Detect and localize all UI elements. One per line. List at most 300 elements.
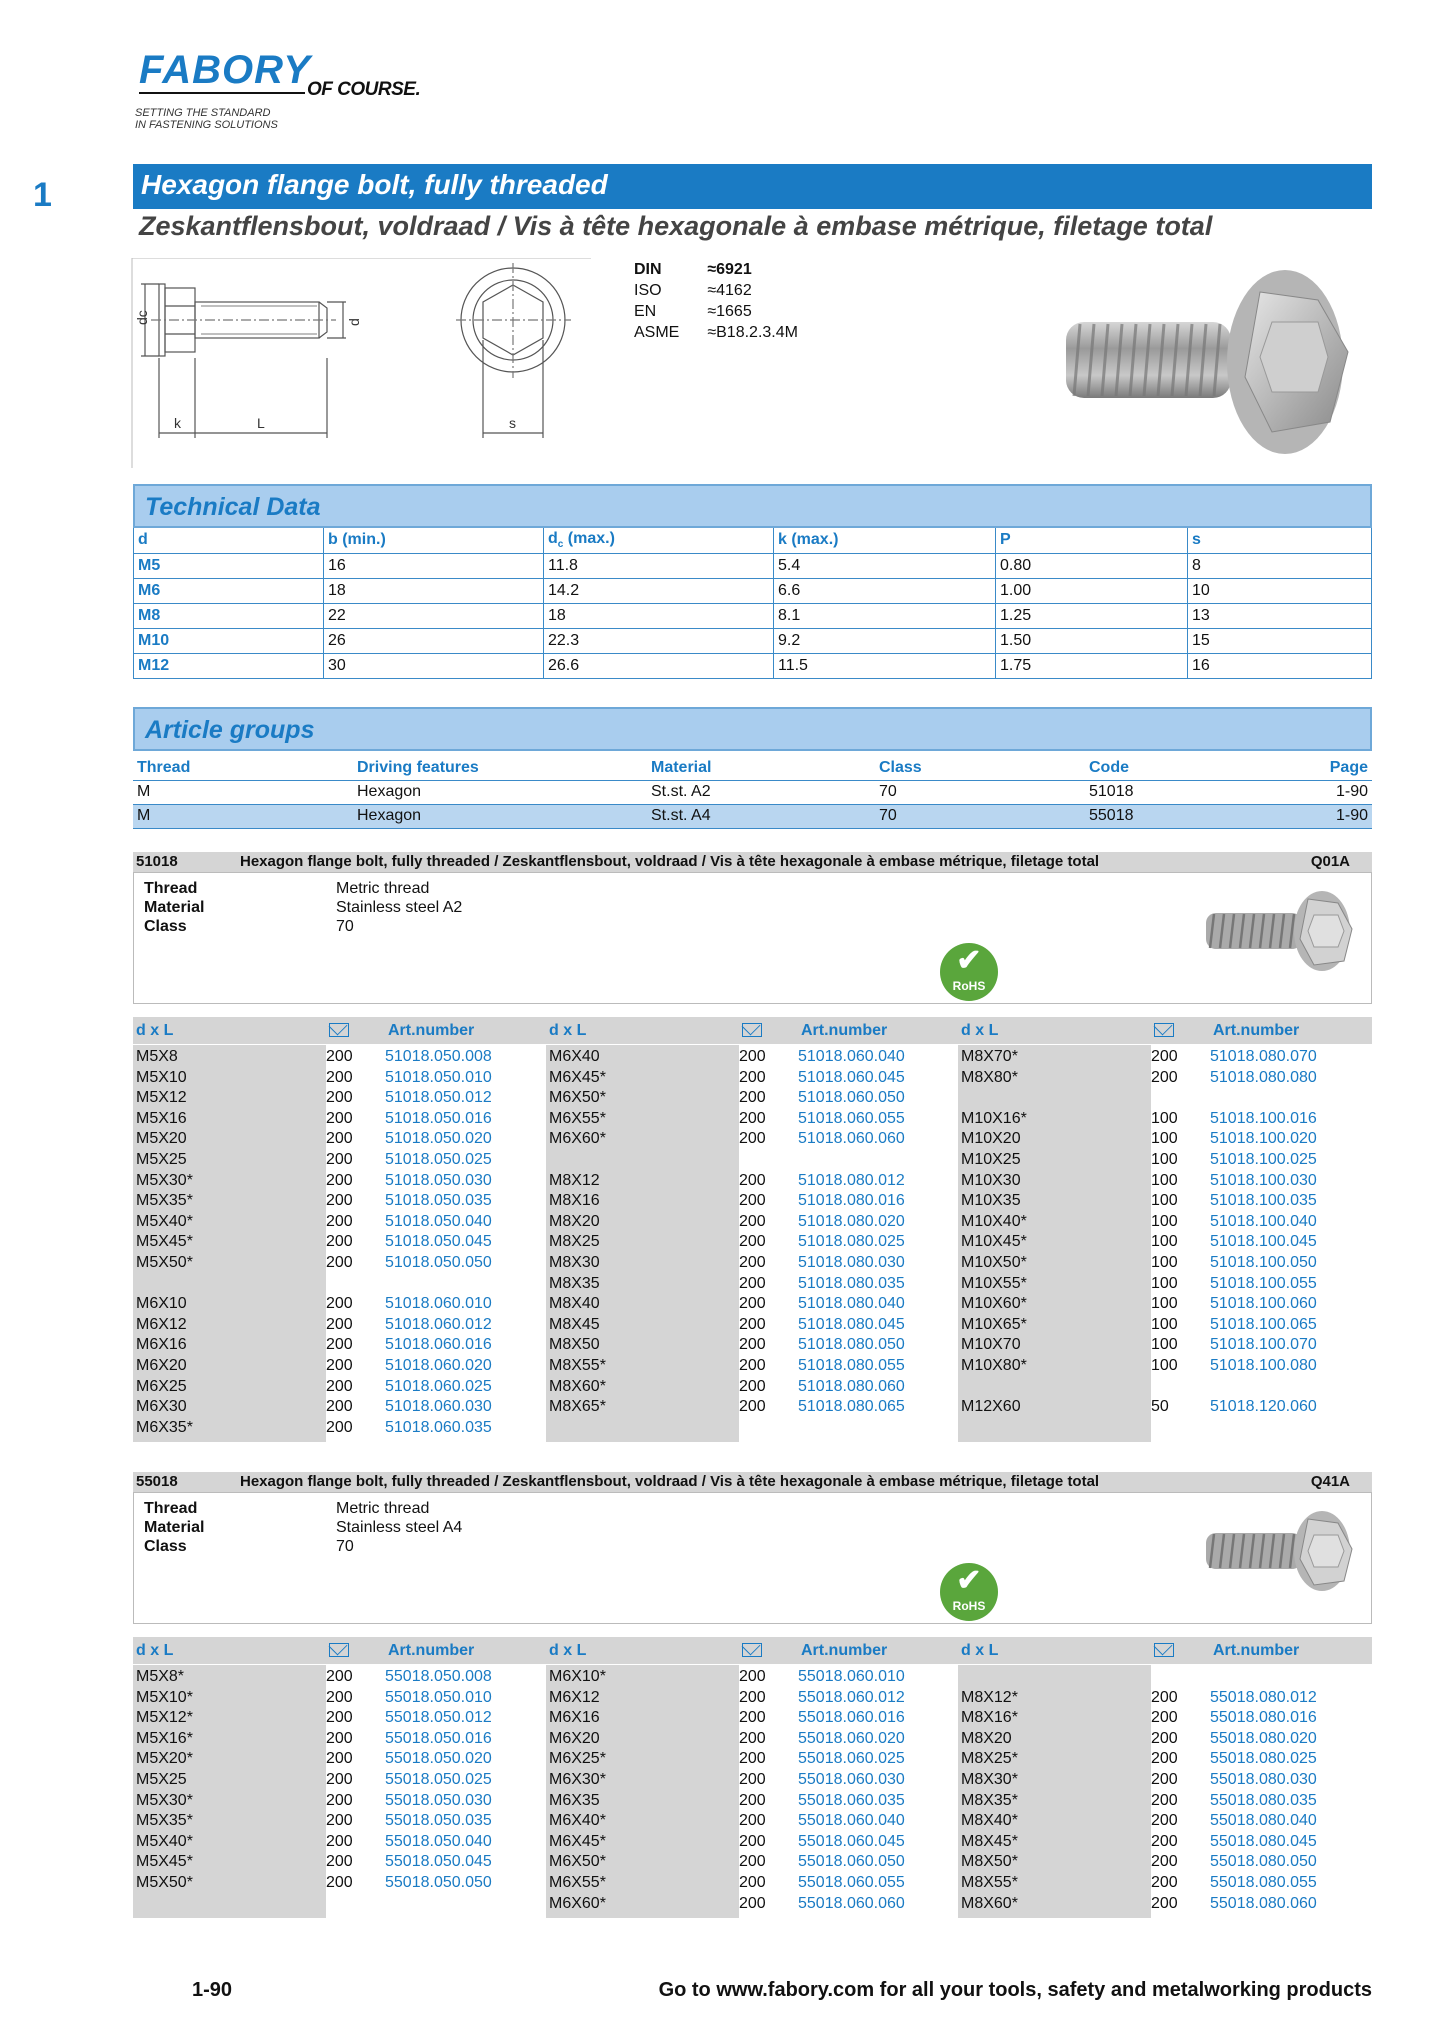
pack-quantity: 200 — [739, 1812, 766, 1830]
group-ref: Q01A — [1310, 853, 1350, 870]
article-number-link[interactable]: 55018.060.060 — [798, 1894, 905, 1912]
row-key: M5 — [134, 553, 324, 578]
tagline-line-1: SETTING THE STANDARD — [135, 107, 271, 119]
size-dxl: M8X25 — [549, 1233, 600, 1251]
bolt-thumbnail — [1204, 889, 1354, 973]
dim-d-label: d — [346, 318, 362, 326]
size-dxl: M5X12 — [136, 1089, 187, 1107]
article-number-link[interactable]: 51018.060.035 — [385, 1418, 492, 1436]
pack-quantity: 200 — [326, 1688, 353, 1706]
article-number-link[interactable]: 51018.050.030 — [385, 1171, 492, 1189]
size-dxl: M8X80* — [961, 1068, 1018, 1086]
table-cell: 1.00 — [996, 578, 1188, 603]
article-number-link[interactable]: 51018.100.016 — [1210, 1109, 1317, 1127]
article-number-link[interactable]: 51018.100.080 — [1210, 1357, 1317, 1374]
table-cell: M — [133, 804, 353, 828]
article-row[interactable] — [136, 1233, 536, 1253]
article-number-link[interactable]: 51018.100.020 — [1210, 1130, 1317, 1148]
pack-quantity: 200 — [326, 1771, 353, 1788]
article-row[interactable] — [549, 1069, 949, 1089]
article-row[interactable] — [961, 1069, 1361, 1089]
rohs-badge — [940, 943, 998, 1001]
article-number-link[interactable]: 55018.060.030 — [798, 1771, 905, 1788]
row-key: M8 — [134, 603, 324, 628]
article-row[interactable] — [961, 1048, 1361, 1068]
page-title: Hexagon flange bolt, fully threaded — [133, 164, 1372, 209]
pack-quantity: 100 — [1151, 1274, 1178, 1292]
pack-quantity: 200 — [739, 1048, 766, 1065]
article-number-link[interactable]: 55018.050.012 — [385, 1709, 492, 1727]
rohs-label: RoHS — [952, 979, 986, 993]
article-row[interactable] — [549, 1378, 949, 1398]
footer-text: Go to www.fabory.com for all your tools, safety and metalworking products — [658, 1979, 1372, 2001]
col-header-dxl: d x L — [961, 1642, 999, 1659]
article-row[interactable] — [549, 1792, 949, 1812]
article-row[interactable] — [549, 1233, 949, 1253]
article-row[interactable] — [136, 1110, 536, 1130]
pack-quantity: 200 — [326, 1212, 353, 1230]
article-row[interactable] — [136, 1130, 536, 1150]
article-number-link[interactable]: 51018.060.060 — [798, 1130, 905, 1148]
article-number-link[interactable]: 51018.080.060 — [798, 1377, 905, 1395]
article-number-link[interactable]: 51018.080.045 — [798, 1315, 905, 1333]
article-row[interactable] — [549, 1730, 949, 1750]
size-dxl: M8X60* — [549, 1377, 606, 1395]
pack-quantity: 200 — [739, 1832, 766, 1850]
article-number-link[interactable]: 51018.080.035 — [798, 1274, 905, 1292]
article-row[interactable] — [549, 1668, 949, 1688]
article-number-link[interactable]: 55018.050.050 — [385, 1874, 492, 1891]
article-number-link[interactable]: 55018.060.035 — [798, 1791, 905, 1809]
article-row[interactable] — [961, 1130, 1361, 1150]
article-row[interactable] — [549, 1689, 949, 1709]
pack-quantity: 200 — [326, 1750, 353, 1768]
logo-rule — [139, 92, 305, 94]
article-number-link[interactable]: 51018.080.016 — [798, 1192, 905, 1210]
table-cell: 18 — [544, 603, 774, 628]
article-number-link[interactable]: 55018.080.030 — [1210, 1771, 1317, 1788]
article-number-link[interactable]: 51018.100.040 — [1210, 1212, 1317, 1230]
table-cell: 16 — [1188, 653, 1372, 678]
article-number-link[interactable]: 51018.080.040 — [798, 1295, 905, 1313]
article-row[interactable] — [136, 1419, 536, 1439]
article-number-link[interactable]: 51018.060.045 — [798, 1068, 905, 1086]
product-group-info — [133, 872, 1372, 1004]
article-row[interactable] — [136, 1172, 536, 1192]
article-number-link[interactable]: 51018.050.025 — [385, 1151, 492, 1168]
size-dxl: M5X30* — [136, 1791, 193, 1809]
pack-quantity: 200 — [739, 1109, 766, 1127]
article-number-link[interactable]: 51018.050.012 — [385, 1089, 492, 1107]
article-row[interactable] — [136, 1709, 536, 1729]
article-number-link[interactable]: 51018.060.025 — [385, 1377, 492, 1395]
size-dxl: M8X12* — [961, 1688, 1018, 1706]
technical-data-heading: Technical Data — [133, 484, 1372, 528]
size-dxl: M6X35* — [136, 1418, 193, 1436]
article-row[interactable] — [961, 1874, 1361, 1894]
article-row[interactable] — [136, 1398, 536, 1418]
col-header-artnumber: Art.number — [1213, 1642, 1300, 1659]
article-row[interactable] — [961, 1709, 1361, 1729]
table-cell: 10 — [1188, 578, 1372, 603]
article-number-link[interactable]: 51018.050.020 — [385, 1130, 492, 1148]
size-dxl: M5X16 — [136, 1109, 187, 1127]
pack-quantity: 100 — [1151, 1109, 1178, 1127]
article-row[interactable] — [961, 1233, 1361, 1253]
pack-quantity: 200 — [739, 1668, 766, 1685]
table-cell: 1.75 — [996, 653, 1188, 678]
article-number-link[interactable]: 51018.080.055 — [798, 1357, 905, 1374]
article-number-link[interactable]: 51018.060.020 — [385, 1357, 492, 1374]
pack-quantity: 200 — [1151, 1812, 1178, 1830]
table-cell: 11.8 — [544, 553, 774, 578]
size-dxl: M6X10* — [549, 1668, 606, 1685]
article-number-link[interactable]: 55018.050.025 — [385, 1771, 492, 1788]
pack-quantity: 100 — [1151, 1212, 1178, 1230]
table-cell: 55018 — [1085, 804, 1325, 828]
size-dxl: M10X16* — [961, 1109, 1027, 1127]
pack-quantity: 100 — [1151, 1315, 1178, 1333]
table-cell: 22 — [324, 603, 544, 628]
article-row[interactable] — [136, 1213, 536, 1233]
pack-quantity: 100 — [1151, 1336, 1178, 1354]
article-group-row[interactable] — [133, 804, 1372, 828]
article-row[interactable] — [549, 1357, 949, 1377]
article-number-link[interactable]: 51018.060.040 — [798, 1048, 905, 1065]
size-dxl: M5X35* — [136, 1812, 193, 1830]
size-dxl: M5X30* — [136, 1171, 193, 1189]
size-dxl: M5X25 — [136, 1771, 187, 1788]
article-number-link[interactable]: 51018.080.030 — [798, 1254, 905, 1271]
article-row[interactable] — [136, 1357, 536, 1377]
norm-value: ≈6921 — [707, 261, 752, 278]
envelope-icon — [329, 1643, 349, 1657]
article-row[interactable] — [549, 1254, 949, 1274]
size-dxl: M10X20 — [961, 1130, 1021, 1148]
size-dxl: M8X65* — [549, 1398, 606, 1416]
col-header-dxl: d x L — [136, 1642, 174, 1659]
pack-quantity: 200 — [1151, 1771, 1178, 1788]
size-dxl: M10X70 — [961, 1336, 1021, 1354]
article-number-link[interactable]: 55018.060.055 — [798, 1874, 905, 1891]
article-number-link[interactable]: 51018.080.080 — [1210, 1068, 1317, 1086]
article-row[interactable] — [961, 1792, 1361, 1812]
col-header-dxl: d x L — [961, 1022, 999, 1039]
article-number-link[interactable]: 55018.060.010 — [798, 1668, 905, 1685]
article-row[interactable] — [961, 1316, 1361, 1336]
article-row[interactable] — [549, 1172, 949, 1192]
article-row[interactable] — [961, 1192, 1361, 1212]
article-number-link[interactable]: 55018.050.040 — [385, 1832, 492, 1850]
bolt-photo — [1060, 262, 1355, 462]
article-row[interactable] — [549, 1833, 949, 1853]
article-row[interactable] — [961, 1771, 1361, 1791]
article-number-link[interactable]: 51018.100.070 — [1210, 1336, 1317, 1354]
article-number-link[interactable]: 55018.080.050 — [1210, 1853, 1317, 1871]
article-number-link[interactable]: 51018.100.065 — [1210, 1315, 1317, 1333]
norm-std: ISO — [634, 282, 662, 299]
article-row[interactable] — [136, 1812, 536, 1832]
article-row[interactable] — [549, 1192, 949, 1212]
prop-value: Metric thread — [336, 1500, 430, 1517]
table-cell: 8.1 — [774, 603, 996, 628]
article-number-link[interactable]: 55018.050.010 — [385, 1688, 492, 1706]
article-number-link[interactable]: 55018.080.055 — [1210, 1874, 1317, 1891]
article-number-link[interactable]: 51018.060.016 — [385, 1336, 492, 1354]
article-number-link[interactable]: 55018.060.025 — [798, 1750, 905, 1768]
article-number-link[interactable]: 51018.100.035 — [1210, 1192, 1317, 1210]
article-row[interactable] — [549, 1853, 949, 1873]
size-dxl: M5X35* — [136, 1192, 193, 1210]
norm-std: DIN — [634, 261, 662, 278]
article-row[interactable] — [549, 1771, 949, 1791]
pack-quantity: 200 — [739, 1750, 766, 1768]
article-number-link[interactable]: 51018.080.050 — [798, 1336, 905, 1354]
pack-quantity: 200 — [326, 1315, 353, 1333]
article-row[interactable] — [961, 1812, 1361, 1832]
article-row[interactable] — [136, 1069, 536, 1089]
article-row[interactable] — [136, 1048, 536, 1068]
article-row[interactable] — [961, 1151, 1361, 1171]
article-row[interactable] — [549, 1874, 949, 1894]
article-row[interactable] — [549, 1048, 949, 1068]
col-header-artnumber: Art.number — [1213, 1022, 1300, 1039]
pack-quantity: 200 — [1151, 1068, 1178, 1086]
article-row[interactable] — [961, 1172, 1361, 1192]
article-row[interactable] — [549, 1316, 949, 1336]
article-row[interactable] — [961, 1730, 1361, 1750]
brand-tagline — [135, 107, 278, 131]
col-header: k (max.) — [774, 528, 996, 553]
size-dxl: M5X40* — [136, 1212, 193, 1230]
article-row[interactable] — [549, 1895, 949, 1915]
article-row[interactable] — [961, 1295, 1361, 1315]
article-row[interactable] — [549, 1398, 949, 1418]
article-number-link[interactable]: 51018.060.012 — [385, 1315, 492, 1333]
article-row[interactable] — [549, 1336, 949, 1356]
pack-quantity: 200 — [326, 1048, 353, 1065]
article-number-link[interactable]: 55018.050.030 — [385, 1791, 492, 1809]
article-number-link[interactable]: 51018.100.030 — [1210, 1171, 1317, 1189]
size-dxl: M6X25 — [136, 1377, 187, 1395]
col-header: Thread — [133, 756, 353, 780]
pack-quantity: 200 — [326, 1874, 353, 1891]
article-number-link[interactable]: 51018.050.016 — [385, 1109, 492, 1127]
size-dxl: M8X35* — [961, 1791, 1018, 1809]
size-dxl: M5X45* — [136, 1853, 193, 1871]
size-dxl: M6X40* — [549, 1812, 606, 1830]
article-row[interactable] — [549, 1089, 949, 1109]
article-number-link[interactable]: 55018.050.045 — [385, 1853, 492, 1871]
article-row[interactable] — [136, 1378, 536, 1398]
chapter-number: 1 — [33, 176, 52, 214]
table-cell: 26 — [324, 628, 544, 653]
article-number-link[interactable]: 55018.080.020 — [1210, 1729, 1317, 1747]
table-cell: 16 — [324, 553, 544, 578]
article-number-link[interactable]: 51018.080.065 — [798, 1398, 905, 1416]
size-dxl: M6X16 — [549, 1709, 600, 1727]
group-description: Hexagon flange bolt, fully threaded / Zeskantflensbout, voldraad / Vis à tête hexagonale à embase métrique, filetage total — [240, 1473, 1100, 1490]
col-header: Page — [1325, 756, 1372, 780]
article-number-link[interactable]: 51018.080.070 — [1210, 1048, 1317, 1065]
table-cell: 8 — [1188, 553, 1372, 578]
article-number-link[interactable]: 55018.080.012 — [1210, 1688, 1317, 1706]
article-row[interactable] — [961, 1853, 1361, 1873]
article-row[interactable] — [549, 1750, 949, 1770]
article-row[interactable] — [549, 1295, 949, 1315]
table-row — [134, 578, 1372, 603]
article-row[interactable] — [136, 1792, 536, 1812]
article-number-link[interactable]: 51018.060.050 — [798, 1089, 905, 1107]
article-row[interactable] — [549, 1709, 949, 1729]
size-dxl: M8X50 — [549, 1336, 600, 1354]
pack-quantity: 200 — [326, 1233, 353, 1251]
article-row[interactable] — [961, 1213, 1361, 1233]
article-row[interactable] — [136, 1853, 536, 1873]
article-number-link[interactable]: 51018.100.025 — [1210, 1151, 1317, 1168]
article-row[interactable] — [136, 1151, 536, 1171]
article-row[interactable] — [136, 1316, 536, 1336]
pack-quantity: 200 — [326, 1336, 353, 1354]
article-row[interactable] — [961, 1833, 1361, 1853]
article-number-link[interactable]: 51018.100.045 — [1210, 1233, 1317, 1251]
table-row — [134, 628, 1372, 653]
article-number-link[interactable]: 51018.060.055 — [798, 1109, 905, 1127]
article-number-link[interactable]: 55018.080.040 — [1210, 1812, 1317, 1830]
article-row[interactable] — [961, 1275, 1361, 1295]
article-number-link[interactable]: 51018.050.008 — [385, 1048, 492, 1065]
article-number-link[interactable]: 55018.060.045 — [798, 1832, 905, 1850]
size-dxl: M6X16 — [136, 1336, 187, 1354]
pack-quantity: 200 — [739, 1233, 766, 1251]
article-row[interactable] — [136, 1668, 536, 1688]
article-number-link[interactable]: 51018.060.030 — [385, 1398, 492, 1416]
size-dxl: M5X50* — [136, 1254, 193, 1271]
article-number-link[interactable]: 51018.100.055 — [1210, 1274, 1317, 1292]
size-dxl: M5X20 — [136, 1130, 187, 1148]
article-row[interactable] — [961, 1750, 1361, 1770]
article-row[interactable] — [961, 1895, 1361, 1915]
size-dxl: M6X40 — [549, 1048, 600, 1065]
article-row[interactable] — [136, 1295, 536, 1315]
article-number-link[interactable]: 51018.050.045 — [385, 1233, 492, 1251]
article-number-link[interactable]: 55018.080.035 — [1210, 1791, 1317, 1809]
article-row[interactable] — [961, 1357, 1361, 1377]
article-row[interactable] — [961, 1254, 1361, 1274]
article-number-link[interactable]: 51018.080.025 — [798, 1233, 905, 1251]
pack-quantity: 200 — [326, 1729, 353, 1747]
article-number-link[interactable]: 51018.060.010 — [385, 1295, 492, 1313]
size-dxl: M8X30* — [961, 1771, 1018, 1788]
article-number-link[interactable]: 51018.050.035 — [385, 1192, 492, 1210]
pack-quantity: 200 — [326, 1171, 353, 1189]
article-number-link[interactable]: 51018.080.020 — [798, 1212, 905, 1230]
article-row[interactable] — [136, 1730, 536, 1750]
article-number-link[interactable]: 51018.080.012 — [798, 1171, 905, 1189]
article-number-link[interactable]: 55018.080.025 — [1210, 1750, 1317, 1768]
table-cell: 51018 — [1085, 780, 1325, 804]
pack-quantity: 200 — [326, 1357, 353, 1374]
pack-quantity: 200 — [326, 1254, 353, 1271]
article-row[interactable] — [136, 1192, 536, 1212]
article-number-link[interactable]: 51018.050.050 — [385, 1254, 492, 1271]
article-number-link[interactable]: 55018.080.016 — [1210, 1709, 1317, 1727]
table-cell: 15 — [1188, 628, 1372, 653]
col-header-dxl: d x L — [136, 1022, 174, 1039]
article-row[interactable] — [136, 1089, 536, 1109]
article-number-link[interactable]: 51018.120.060 — [1210, 1398, 1317, 1416]
size-dxl: M10X40* — [961, 1212, 1027, 1230]
article-row[interactable] — [136, 1689, 536, 1709]
prop-label: Class — [144, 1538, 187, 1555]
article-row[interactable] — [136, 1833, 536, 1853]
article-row[interactable] — [961, 1336, 1361, 1356]
article-number-link[interactable]: 55018.080.045 — [1210, 1832, 1317, 1850]
article-row[interactable] — [136, 1254, 536, 1274]
technical-drawing — [131, 258, 591, 468]
article-row[interactable] — [136, 1874, 536, 1894]
size-dxl: M6X20 — [136, 1357, 187, 1374]
rohs-badge — [940, 1563, 998, 1621]
article-number-link[interactable]: 51018.050.040 — [385, 1212, 492, 1230]
article-row[interactable] — [549, 1812, 949, 1832]
pack-quantity: 200 — [739, 1709, 766, 1727]
pack-quantity: 200 — [1151, 1832, 1178, 1850]
article-row[interactable] — [961, 1398, 1361, 1418]
article-row[interactable] — [961, 1110, 1361, 1130]
article-number-link[interactable]: 55018.060.012 — [798, 1688, 905, 1706]
size-dxl: M6X55* — [549, 1874, 606, 1891]
article-number-link[interactable]: 55018.060.040 — [798, 1812, 905, 1830]
article-number-link[interactable]: 51018.100.050 — [1210, 1254, 1317, 1271]
article-row[interactable] — [549, 1110, 949, 1130]
article-number-link[interactable]: 55018.060.016 — [798, 1709, 905, 1727]
pack-quantity: 100 — [1151, 1192, 1178, 1210]
article-number-link[interactable]: 55018.060.050 — [798, 1853, 905, 1871]
article-number-link[interactable]: 55018.050.020 — [385, 1750, 492, 1768]
size-dxl: M6X30* — [549, 1771, 606, 1788]
article-number-link[interactable]: 55018.060.020 — [798, 1729, 905, 1747]
prop-label: Material — [144, 899, 205, 916]
pack-quantity: 200 — [739, 1089, 766, 1107]
table-cell: 1.25 — [996, 603, 1188, 628]
article-row[interactable] — [961, 1689, 1361, 1709]
pack-quantity: 200 — [739, 1254, 766, 1271]
article-row[interactable] — [136, 1336, 536, 1356]
article-number-link[interactable]: 55018.050.008 — [385, 1668, 492, 1685]
article-number-link[interactable]: 55018.050.035 — [385, 1812, 492, 1830]
col-header: Material — [647, 756, 875, 780]
article-row[interactable] — [136, 1750, 536, 1770]
article-row[interactable] — [136, 1771, 536, 1791]
article-group-row[interactable] — [133, 780, 1372, 804]
table-cell: 70 — [875, 780, 1085, 804]
prop-value: 70 — [336, 918, 354, 935]
article-row[interactable] — [549, 1213, 949, 1233]
article-number-link[interactable]: 55018.050.016 — [385, 1729, 492, 1747]
article-row[interactable] — [549, 1130, 949, 1150]
group-ref: Q41A — [1310, 1473, 1350, 1490]
article-number-link[interactable]: 51018.100.060 — [1210, 1295, 1317, 1313]
article-number-link[interactable]: 51018.050.010 — [385, 1068, 492, 1086]
article-row[interactable] — [549, 1275, 949, 1295]
table-cell: 9.2 — [774, 628, 996, 653]
col-header: P — [996, 528, 1188, 553]
article-number-link[interactable]: 55018.080.060 — [1210, 1894, 1317, 1912]
header-text: d — [548, 530, 558, 548]
product-group-header — [133, 1472, 1372, 1492]
pack-quantity: 100 — [1151, 1233, 1178, 1251]
